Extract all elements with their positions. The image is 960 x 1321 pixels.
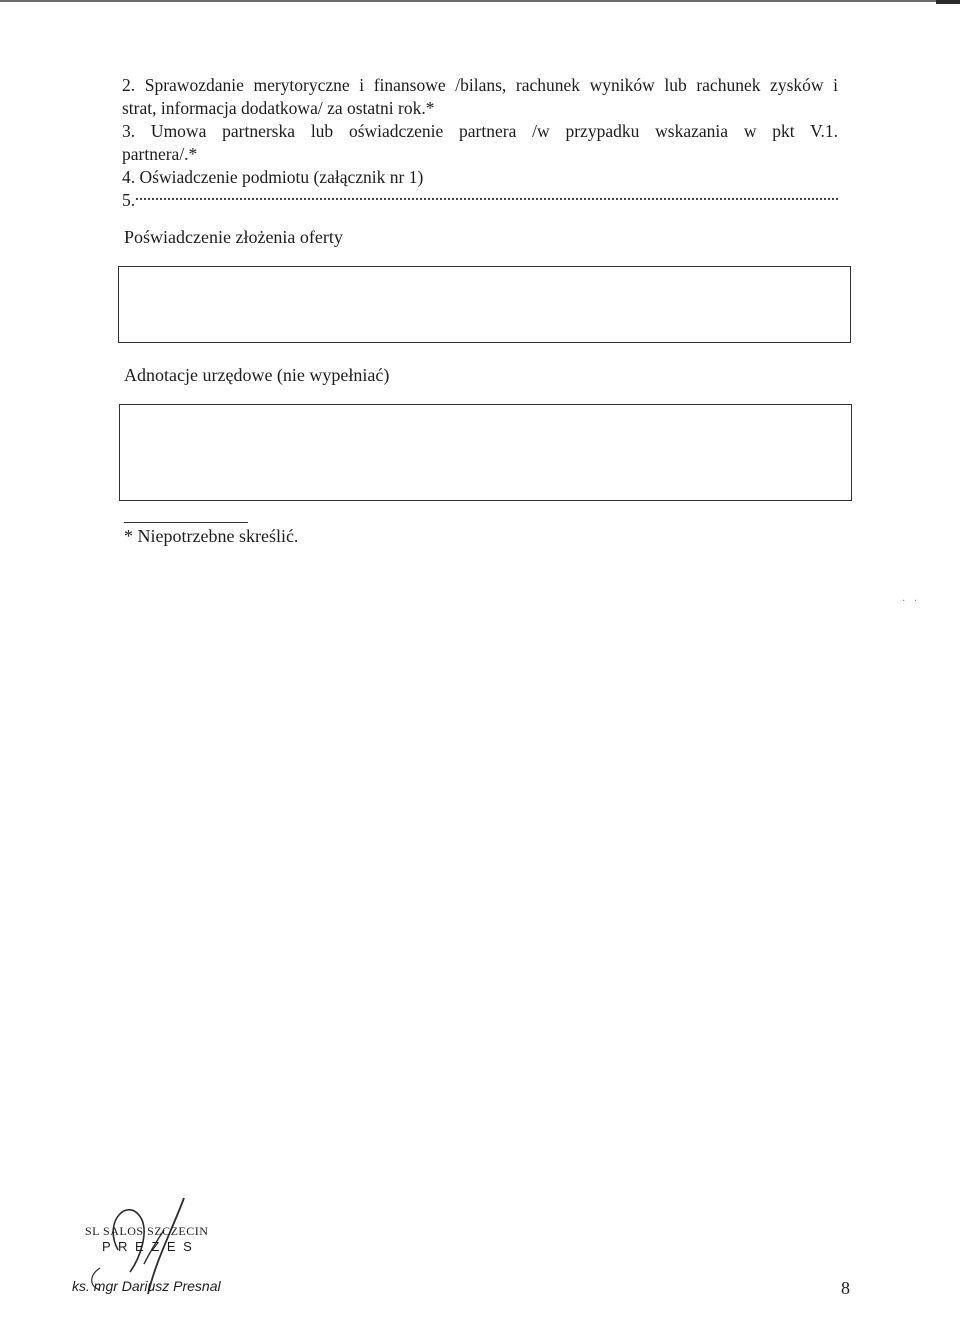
scan-edge-mark [936,0,960,4]
footnote-separator [124,522,248,523]
page-number: 8 [841,1278,850,1298]
official-notes-box [119,404,852,501]
receipt-box [118,266,851,343]
stamp-organization: SL SALOS SZCZECIN [85,1224,209,1238]
scan-edge-line [0,0,940,2]
stamp-signature [60,1190,260,1300]
receipt-heading: Poświadczenie złożenia oferty [124,227,343,247]
item-5-dotted-line [136,190,838,200]
item-3-line-1: 3. Umowa partnerska lub oświadczenie partnera /w przypadku wskazania w pkt V.1. [122,121,838,141]
official-notes-heading: Adnotacje urzędowe (nie wypełniać) [124,365,390,385]
item-5: 5. [122,190,136,210]
stamp-title: P R E Z E S [102,1239,194,1254]
stamp-name: ks. mgr Dariusz Presnal [72,1278,221,1294]
item-2-line-2: strat, informacja dodatkowa/ za ostatni rok.* [122,98,435,118]
item-3-line-2: partnera/.* [122,144,198,164]
item-4: 4. Oświadczenie podmiotu (załącznik nr 1) [122,167,424,187]
item-2-line-1: 2. Sprawozdanie merytoryczne i finansowe /bilans, rachunek wyników lub rachunek zysków i [122,75,838,95]
scan-specks: · · [902,596,921,607]
footnote: * Niepotrzebne skreślić. [124,526,299,546]
